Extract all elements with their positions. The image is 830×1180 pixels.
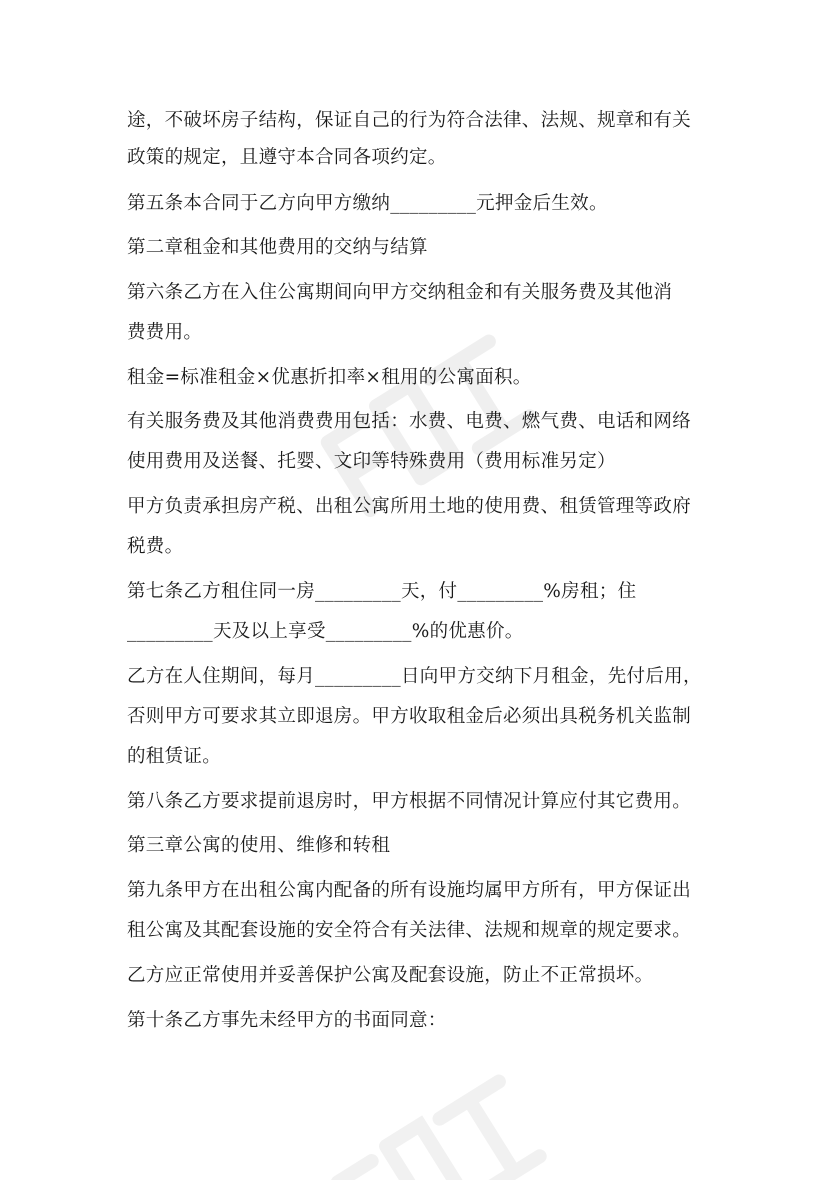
service-fees: 有关服务费及其他消费费用包括：水费、电费、燃气费、电话和网络 (127, 411, 692, 432)
rent-formula: 租金=标准租金×优惠折扣率×租用的公寓面积。 (127, 367, 532, 388)
paragraph-line: 的租赁证。 (127, 746, 222, 767)
article-5: 第五条本合同于乙方向甲方缴纳_________元押金后生效。 (127, 193, 608, 214)
article-8: 第八条乙方要求提前退房时，甲方根据不同情况计算应付其它费用。 (127, 791, 692, 812)
article-6: 第六条乙方在入住公寓期间向甲方交纳租金和有关服务费及其他消 (127, 282, 673, 303)
paragraph-line: 税费。 (127, 536, 184, 557)
monthly-rent: 乙方在人住期间，每月_________日向甲方交纳下月租金，先付后用， (127, 666, 702, 687)
chapter-3-heading: 第三章公寓的使用、维修和转租 (127, 835, 391, 856)
paragraph-line: 使用费用及送餐、托婴、文印等特殊费用（费用标准另定） (127, 451, 616, 472)
landlord-taxes: 甲方负责承担房产税、出租公寓所用土地的使用费、租赁管理等政府 (127, 496, 692, 517)
paragraph-line: 否则甲方可要求其立即退房。甲方收取租金后必须出具税务机关监制 (127, 706, 692, 727)
tenant-care: 乙方应正常使用并妥善保护公寓及配套设施，防止不正常损坏。 (127, 965, 654, 986)
watermark-stamp-icon (300, 1040, 560, 1180)
article-10: 第十条乙方事先未经甲方的书面同意： (127, 1010, 447, 1031)
paragraph-line: 政策的规定，且遵守本合同各项约定。 (127, 147, 447, 168)
paragraph-line: _________天及以上享受_________%的优惠价。 (127, 621, 524, 642)
paragraph-line: 途，不破坏房子结构，保证自己的行为符合法律、法规、规章和有关 (127, 110, 692, 131)
paragraph-line: 费费用。 (127, 322, 203, 343)
contract-body (127, 102, 717, 1039)
article-7: 第七条乙方租住同一房_________天，付_________%房租；住 (127, 581, 637, 602)
article-9: 第九条甲方在出租公寓内配备的所有设施均属甲方所有，甲方保证出 (127, 880, 692, 901)
chapter-2-heading: 第二章租金和其他费用的交纳与结算 (127, 237, 428, 258)
paragraph-line: 租公寓及其配套设施的安全符合有关法律、法规和规章的规定要求。 (127, 920, 692, 941)
